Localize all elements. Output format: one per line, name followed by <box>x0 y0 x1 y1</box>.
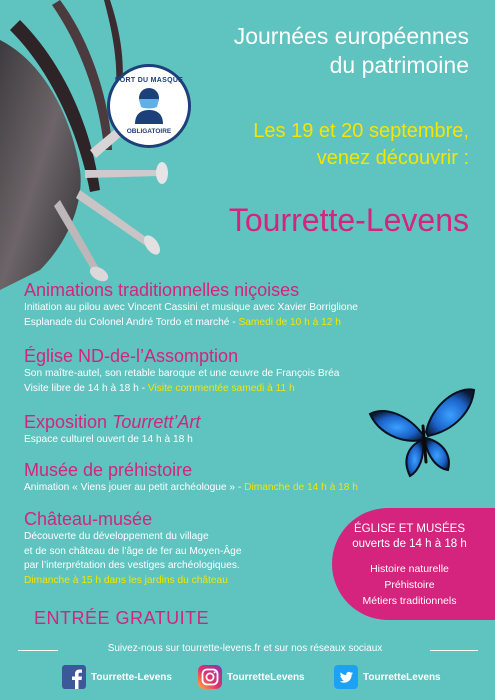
opening-title-line-1: ÉGLISE ET MUSÉES <box>354 523 465 535</box>
badge-top-text: PORT DU MASQUE <box>114 77 184 84</box>
free-entry: ENTRÉE GRATUITE <box>34 608 210 628</box>
section-animations <box>24 279 474 330</box>
facebook-icon <box>62 665 86 689</box>
section-line <box>24 316 474 331</box>
butterfly-image <box>368 384 476 480</box>
instagram-label: TourretteLevens <box>227 671 305 683</box>
badge-bottom-text: OBLIGATOIRE <box>126 128 172 135</box>
opening-hours-box <box>332 508 495 620</box>
section-title: Musée de préhistoire <box>24 460 193 480</box>
divider-right <box>430 650 478 651</box>
mask-icon <box>133 86 165 124</box>
instagram-icon <box>198 665 222 689</box>
facebook-label: Tourrette-Levens <box>91 671 172 683</box>
section-title: Église ND-de-l’Assomption <box>24 346 239 366</box>
divider-left <box>18 650 58 651</box>
section-line: Initiation au pilou avec Vincent Cassini et musique avec Xavier Borriglione <box>24 302 358 313</box>
twitter-label: TourretteLevens <box>363 671 441 683</box>
section-line: par l’interprétation des vestiges archéologiques. <box>24 560 240 571</box>
opening-title-line-2: ouverts de 14 h à 18 h <box>352 538 467 550</box>
section-chateau <box>24 508 324 588</box>
section-schedule: Samedi de 10 h à 12 h <box>238 316 341 328</box>
section-schedule: Visite commentée samedi à 11 h <box>147 382 295 394</box>
section-title: Château-musée <box>24 509 153 529</box>
section-schedule: Dimanche de 14 h à 18 h <box>244 482 358 493</box>
section-line <box>24 481 474 496</box>
section-text: Visite libre de 14 h à 18 h - <box>24 382 148 394</box>
follow-text: Suivez-nous sur tourrette-levens.fr et sur nos réseaux sociaux <box>107 643 383 654</box>
twitter-icon <box>334 665 358 689</box>
opening-item: Histoire naturelle <box>370 563 449 575</box>
opening-item: Métiers traditionnels <box>362 595 457 607</box>
section-line: Son maître-autel, son retable baroque et une œuvre de François Bréa <box>24 368 340 379</box>
opening-item: Préhistoire <box>384 579 435 591</box>
section-line: Découverte du développement du village <box>24 531 209 542</box>
section-schedule: Dimanche à 15 h dans les jardins du château <box>24 574 228 586</box>
event-title-line-2: du patrimoine <box>329 52 469 78</box>
twitter-link[interactable] <box>334 664 441 690</box>
section-title-text: Exposition <box>24 412 113 432</box>
section-title-italic: Tourrett’Art <box>112 412 201 432</box>
dates-line-2: venez découvrir : <box>316 147 469 169</box>
town-name: Tourrette-Levens <box>228 202 469 238</box>
section-title: Animations traditionnelles niçoises <box>24 280 300 300</box>
section-text: Animation « Viens jouer au petit archéologue » - <box>24 482 245 493</box>
section-line: et de son château de l’âge de fer au Moyen-Âge <box>24 545 242 557</box>
dates-line-1: Les 19 et 20 septembre, <box>253 120 469 142</box>
section-line: Espace culturel ouvert de 14 h à 18 h <box>24 434 193 445</box>
event-title-line-1: Journées européennes <box>233 23 469 49</box>
section-text: Esplanade du Colonel André Tordo et marché - <box>24 316 239 328</box>
dates <box>169 118 469 172</box>
instagram-link[interactable] <box>198 664 305 690</box>
opening-title <box>332 522 487 552</box>
event-title <box>139 22 469 80</box>
facebook-link[interactable] <box>62 664 172 690</box>
